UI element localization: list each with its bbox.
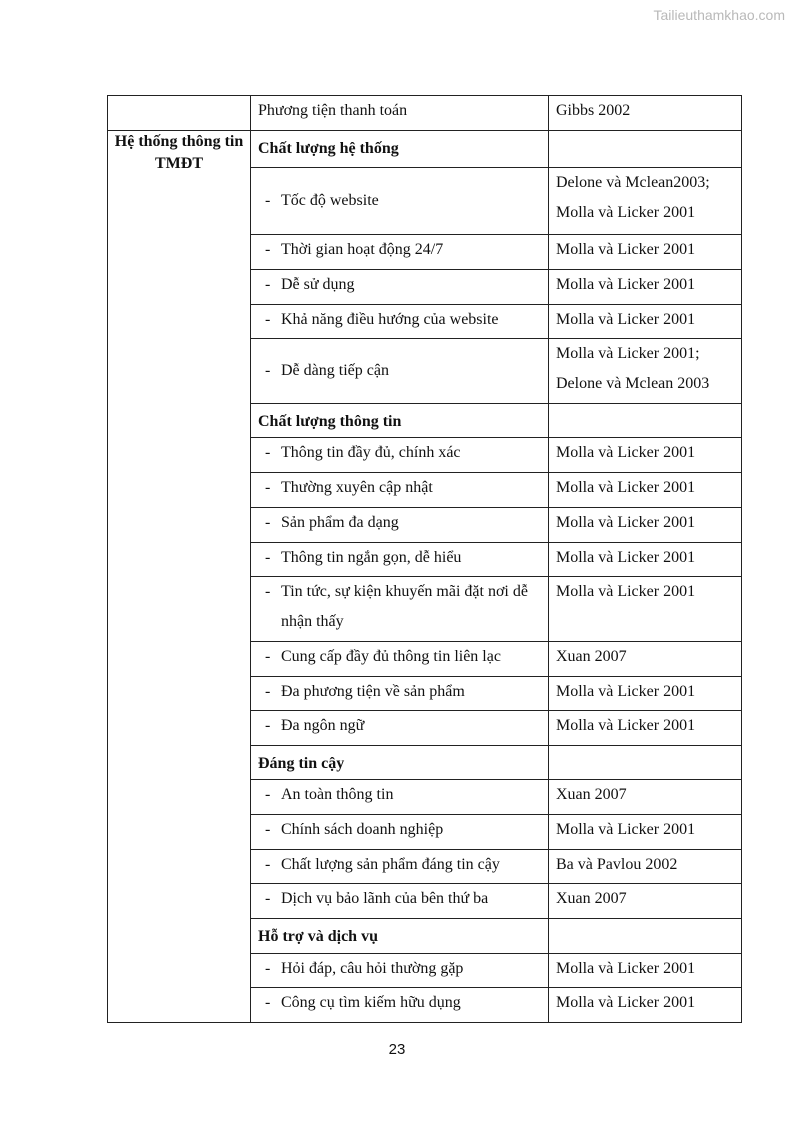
group-header-row (108, 131, 742, 168)
criterion-item (251, 850, 548, 880)
criterion-cell (251, 473, 549, 508)
criterion-item (251, 577, 548, 637)
criterion-text: Hỏi đáp, câu hỏi thường gặp (281, 960, 464, 977)
criterion-text: Chính sách doanh nghiệp (281, 821, 444, 838)
criterion-cell (251, 305, 549, 339)
criterion-cell (251, 850, 549, 884)
criterion-item (251, 780, 548, 810)
criterion-cell (251, 954, 549, 988)
criterion-item (251, 884, 548, 914)
criterion-cell: Phương tiện thanh toán (251, 96, 549, 131)
criterion-text: An toàn thông tin (281, 786, 394, 803)
bullet-dash: - (265, 648, 271, 665)
source-cell: Ba và Pavlou 2002 (549, 850, 742, 884)
group-header: Chất lượng hệ thống (258, 140, 399, 157)
bullet-dash: - (265, 276, 271, 293)
bullet-dash: - (265, 444, 271, 461)
criterion-cell (251, 577, 549, 642)
source-cell: Molla và Licker 2001 (549, 988, 742, 1023)
criterion-text: Thông tin đầy đủ, chính xác (281, 444, 461, 461)
criterion-cell (251, 270, 549, 305)
criterion-cell (251, 543, 549, 577)
bullet-dash: - (265, 362, 271, 379)
group-header: Đáng tin cậy (258, 755, 345, 772)
criterion-item (251, 543, 548, 573)
source-cell: Molla và Licker 2001 (549, 711, 742, 746)
criterion-item (251, 988, 548, 1018)
domain-label-cell: Hệ thống thông tin TMĐT (108, 131, 251, 1023)
bullet-dash: - (265, 890, 271, 907)
criterion-cell (251, 780, 549, 815)
criterion-text: Đa ngôn ngữ (281, 717, 365, 734)
criteria-table (107, 95, 742, 1023)
bullet-dash: - (265, 479, 271, 496)
domain-cell-empty (108, 96, 251, 131)
criterion-text: Thường xuyên cập nhật (281, 479, 433, 496)
criterion-item (251, 305, 548, 335)
group-header: Hỗ trợ và dịch vụ (258, 928, 378, 945)
criterion-item (251, 235, 548, 265)
criterion-cell (251, 677, 549, 711)
criterion-item (251, 815, 548, 845)
bullet-dash: - (265, 311, 271, 328)
group-header-cell (251, 131, 549, 168)
criterion-cell (251, 438, 549, 473)
criterion-text: Công cụ tìm kiếm hữu dụng (281, 994, 461, 1011)
bullet-dash: - (265, 241, 271, 258)
bullet-dash: - (265, 514, 271, 531)
source-cell: Molla và Licker 2001; Delone và Mclean 2003 (549, 339, 742, 404)
bullet-dash: - (265, 960, 271, 977)
criterion-item (251, 677, 548, 707)
criterion-item (251, 438, 548, 468)
criterion-text: Thông tin ngắn gọn, dễ hiểu (281, 549, 462, 566)
criterion-item (251, 711, 548, 741)
criterion-cell (251, 988, 549, 1023)
criterion-text: Tốc độ website (281, 192, 379, 209)
criterion-text: Đa phương tiện về sản phẩm (281, 683, 465, 700)
bullet-dash: - (265, 994, 271, 1011)
source-cell: Delone và Mclean2003; Molla và Licker 2001 (549, 168, 742, 235)
source-cell: Gibbs 2002 (549, 96, 742, 131)
group-header-cell (251, 919, 549, 954)
bullet-dash: - (265, 192, 271, 209)
source-cell: Molla và Licker 2001 (549, 305, 742, 339)
source-cell: Molla và Licker 2001 (549, 270, 742, 305)
bullet-dash: - (265, 683, 271, 700)
criterion-cell (251, 508, 549, 543)
criterion-text: Khả năng điều hướng của website (281, 311, 499, 328)
criterion-cell (251, 711, 549, 746)
source-cell: Molla và Licker 2001 (549, 677, 742, 711)
criterion-item (251, 473, 548, 503)
criterion-text: Dịch vụ bảo lãnh của bên thứ ba (281, 890, 489, 907)
table-row (108, 96, 742, 131)
page-number: 23 (388, 1041, 406, 1058)
criterion-text: Sản phẩm đa dạng (281, 514, 399, 531)
criterion-text: Dễ sử dụng (281, 276, 355, 293)
criterion-cell (251, 642, 549, 677)
source-cell: Xuan 2007 (549, 884, 742, 919)
source-cell: Molla và Licker 2001 (549, 473, 742, 508)
criterion-item (251, 270, 548, 300)
bullet-dash: - (265, 717, 271, 734)
source-cell-empty (549, 404, 742, 438)
source-cell: Molla và Licker 2001 (549, 543, 742, 577)
bullet-dash: - (265, 583, 271, 600)
criterion-cell (251, 168, 549, 235)
source-cell: Molla và Licker 2001 (549, 438, 742, 473)
source-cell: Molla và Licker 2001 (549, 577, 742, 642)
criterion-text: Dễ dàng tiếp cận (281, 362, 389, 379)
criterion-cell (251, 235, 549, 270)
source-cell-empty (549, 131, 742, 168)
source-cell: Xuan 2007 (549, 780, 742, 815)
source-cell-empty (549, 746, 742, 780)
criterion-text: Tin tức, sự kiện khuyến mãi đặt nơi dễ nhận thấy (281, 583, 528, 630)
criterion-item (251, 508, 548, 538)
criterion-item (251, 356, 548, 386)
criterion-item (251, 186, 548, 216)
bullet-dash: - (265, 786, 271, 803)
source-cell: Molla và Licker 2001 (549, 815, 742, 850)
group-header-cell (251, 404, 549, 438)
criterion-cell (251, 339, 549, 404)
criterion-item (251, 642, 548, 672)
watermark: Tailieuthamkhao.com (653, 7, 785, 23)
criterion-text: Chất lượng sản phẩm đáng tin cậy (281, 856, 500, 873)
bullet-dash: - (265, 549, 271, 566)
criterion-text: Cung cấp đầy đủ thông tin liên lạc (281, 648, 501, 665)
criterion-text: Thời gian hoạt động 24/7 (281, 241, 444, 258)
criterion-cell (251, 884, 549, 919)
source-cell: Molla và Licker 2001 (549, 954, 742, 988)
bullet-dash: - (265, 821, 271, 838)
source-cell: Molla và Licker 2001 (549, 508, 742, 543)
source-cell: Molla và Licker 2001 (549, 235, 742, 270)
criterion-item (251, 954, 548, 984)
source-cell: Xuan 2007 (549, 642, 742, 677)
bullet-dash: - (265, 856, 271, 873)
group-header: Chất lượng thông tin (258, 413, 402, 430)
group-header-cell (251, 746, 549, 780)
criterion-cell (251, 815, 549, 850)
source-cell-empty (549, 919, 742, 954)
